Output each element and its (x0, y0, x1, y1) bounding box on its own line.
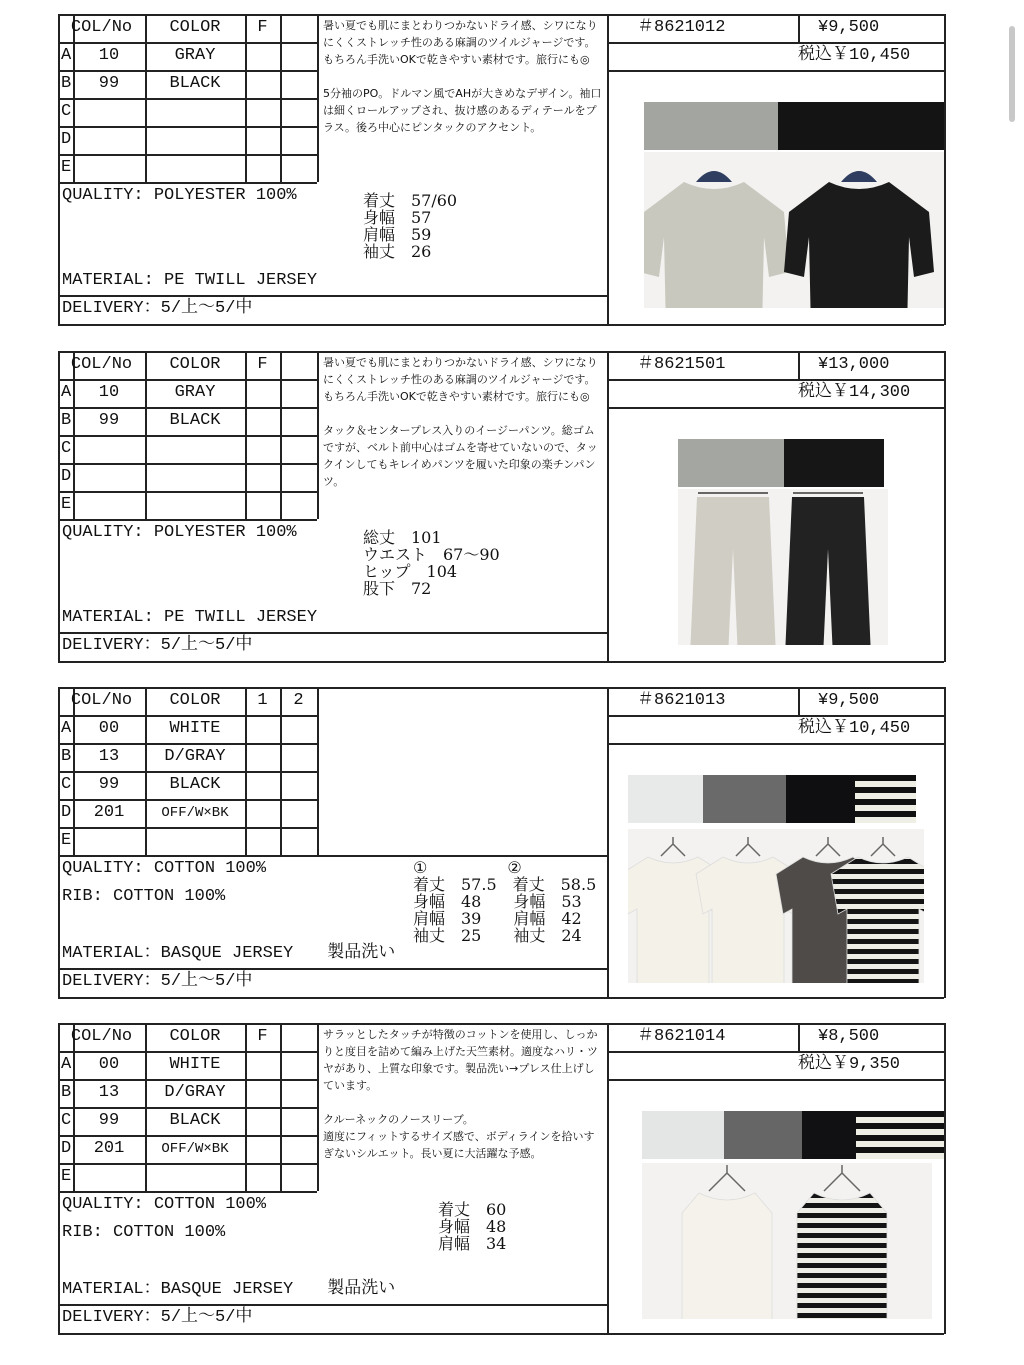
color-swatch (855, 775, 916, 823)
product-code: ＃8621501 (637, 355, 726, 374)
color-swatch (778, 102, 944, 150)
color-letter: E (61, 831, 72, 850)
color-letter: A (61, 719, 72, 738)
size-line: ウエスト 67～90 (363, 545, 500, 564)
color-swatch (786, 775, 855, 823)
color-number: 201 (93, 803, 125, 822)
grid-line (607, 407, 944, 409)
color-name: D/GRAY (164, 1083, 226, 1102)
grid-line (280, 1023, 282, 1191)
grid-line (58, 687, 60, 998)
grid-line (607, 14, 609, 325)
color-name: BLACK (169, 74, 221, 93)
grid-line (58, 98, 317, 100)
tax-price: 税込￥10,450 (798, 46, 911, 65)
color-header: COLOR (169, 355, 221, 374)
size-line: 着丈 57/60 (363, 191, 458, 210)
product-price: ¥8,500 (818, 1027, 880, 1046)
product-block (58, 1023, 944, 1333)
grid-line (944, 687, 946, 998)
delivery-text: DELIVERY：5/上～5/中 (62, 299, 253, 318)
grid-line (58, 661, 944, 663)
size-line: 袖丈 25 袖丈 24 (413, 926, 582, 945)
color-number: 99 (98, 1111, 120, 1130)
col-no-header: COL/No (70, 18, 133, 37)
color-header: COLOR (169, 1027, 221, 1046)
grid-line (317, 14, 319, 182)
grid-line (317, 1023, 319, 1191)
product-code: ＃8621012 (637, 18, 726, 37)
color-letter: D (61, 467, 72, 486)
grid-line (58, 14, 60, 325)
color-number: 10 (98, 383, 120, 402)
color-swatch (784, 439, 884, 487)
col-no-header: COL/No (70, 355, 133, 374)
size-line: 肩幅 39 肩幅 42 (413, 909, 582, 928)
grid-line (58, 491, 317, 493)
grid-line (280, 351, 282, 519)
size-line: 着丈 57.5 着丈 58.5 (413, 875, 597, 894)
grid-line (58, 1163, 317, 1165)
color-swatch (644, 102, 778, 150)
color-number: 13 (98, 1083, 120, 1102)
color-swatch (724, 1111, 802, 1159)
product-code: ＃8621014 (637, 1027, 726, 1046)
grid-line (944, 351, 946, 662)
color-number: 99 (98, 775, 120, 794)
material-text: MATERIAL：BASQUE JERSEY 製品洗い (62, 944, 396, 963)
color-name: D/GRAY (164, 747, 226, 766)
color-letter: B (61, 411, 72, 430)
material-text: MATERIAL：BASQUE JERSEY 製品洗い (62, 1280, 396, 1299)
color-letter: A (61, 383, 72, 402)
quality-text: RIB: COTTON 100% (62, 887, 226, 906)
product-code: ＃8621013 (637, 691, 726, 710)
size-line: 着丈 60 (438, 1200, 507, 1219)
product-block (58, 351, 944, 661)
grid-line (280, 14, 282, 182)
size-spec (363, 529, 500, 597)
color-swatch (856, 1111, 944, 1159)
color-swatch (678, 439, 784, 487)
color-name: GRAY (174, 46, 216, 65)
size-header: 2 (293, 691, 304, 710)
color-letter: B (61, 747, 72, 766)
size-line: 身幅 48 身幅 53 (413, 892, 582, 911)
grid-line (58, 154, 317, 156)
product-photo (642, 1163, 932, 1319)
color-letter: D (61, 130, 72, 149)
size-line: 股下 72 (363, 579, 432, 598)
color-number: 99 (98, 411, 120, 430)
size-line: 総丈 101 (363, 528, 442, 547)
color-number: 201 (93, 1139, 125, 1158)
product-block (58, 687, 944, 997)
color-swatch (802, 1111, 856, 1159)
color-number: 99 (98, 74, 120, 93)
size-spec (438, 1201, 506, 1252)
color-letter: B (61, 1083, 72, 1102)
grid-line (58, 997, 944, 999)
grid-line (58, 1023, 60, 1334)
grid-line (58, 827, 317, 829)
color-letter: B (61, 74, 72, 93)
color-letter: C (61, 1111, 72, 1130)
product-price: ¥9,500 (818, 691, 880, 710)
color-letter: E (61, 158, 72, 177)
scrollbar[interactable] (1009, 26, 1015, 122)
grid-line (607, 743, 944, 745)
product-description: サラッとしたタッチが特徴のコットンを使用し、しっかりと度目を詰めて編み上げた天竺素材。適度なハリ・ツヤがあり、上質な印象です。製品洗い→プレス仕上げしています。 クルーネックのノースリーブ。 適度にフィットするサイズ感で、ボディラインを拾いすぎないシルエット。長い夏に大活躍な予感。 (323, 1028, 598, 1160)
product-description: 暑い夏でも肌にまとわりつかないドライ感、シワになりにくくストレッチ性のある麻調のツイルジャージです。もちろん手洗いOKで乾きやすい素材です。旅行にも◎ タック＆センタープレス入りのイージーパンツ。総ゴムですが、ベルト前中心はゴムを寄せていないので、タックインしてもキレイめパンツを履いた印象の楽チンパンツ。 (323, 356, 598, 488)
grid-line (607, 687, 609, 998)
size-line: ① ② (413, 858, 522, 877)
quality-text: QUALITY: COTTON 100% (62, 859, 267, 878)
size-header: F (257, 18, 268, 37)
color-letter: C (61, 439, 72, 458)
delivery-text: DELIVERY：5/上～5/中 (62, 972, 253, 991)
grid-line (607, 1023, 609, 1334)
quality-text: QUALITY: COTTON 100% (62, 1195, 267, 1214)
col-no-header: COL/No (70, 1027, 133, 1046)
size-line: ヒップ 104 (363, 562, 458, 581)
tax-price: 税込￥9,350 (798, 1055, 901, 1074)
color-name: GRAY (174, 383, 216, 402)
product-photo (628, 829, 924, 983)
size-line: 身幅 57 (363, 208, 432, 227)
product-price: ¥9,500 (818, 18, 880, 37)
quality-text: QUALITY: POLYESTER 100% (62, 186, 297, 205)
color-number: 00 (98, 719, 120, 738)
color-letter: A (61, 46, 72, 65)
col-no-header: COL/No (70, 691, 133, 710)
delivery-text: DELIVERY：5/上～5/中 (62, 636, 253, 655)
color-letter: C (61, 775, 72, 794)
product-photo (644, 152, 944, 308)
grid-line (317, 351, 319, 519)
material-text: MATERIAL: PE TWILL JERSEY (62, 608, 318, 627)
size-header: F (257, 1027, 268, 1046)
grid-line (58, 1333, 944, 1335)
color-swatch (628, 775, 703, 823)
color-letter: C (61, 102, 72, 121)
color-name: OFF/W×BK (161, 805, 229, 821)
color-letter: E (61, 1167, 72, 1186)
color-swatch (642, 1111, 724, 1159)
color-letter: D (61, 1139, 72, 1158)
product-price: ¥13,000 (818, 355, 890, 374)
size-line: 肩幅 34 (438, 1234, 507, 1253)
grid-line (58, 351, 60, 662)
color-name: OFF/W×BK (161, 1141, 229, 1157)
color-name: BLACK (169, 411, 221, 430)
tax-price: 税込￥10,450 (798, 719, 911, 738)
color-number: 13 (98, 747, 120, 766)
grid-line (944, 14, 946, 325)
quality-text: QUALITY: POLYESTER 100% (62, 523, 297, 542)
grid-line (58, 126, 317, 128)
color-letter: D (61, 803, 72, 822)
color-letter: E (61, 495, 72, 514)
product-photo (678, 489, 888, 645)
color-name: WHITE (169, 1055, 221, 1074)
color-swatch (703, 775, 786, 823)
quality-text: RIB: COTTON 100% (62, 1223, 226, 1242)
grid-line (58, 435, 317, 437)
product-block (58, 14, 944, 324)
grid-line (607, 351, 609, 662)
size-spec (363, 192, 457, 260)
delivery-text: DELIVERY：5/上～5/中 (62, 1308, 253, 1327)
color-header: COLOR (169, 18, 221, 37)
color-number: 00 (98, 1055, 120, 1074)
color-name: BLACK (169, 775, 221, 794)
color-header: COLOR (169, 691, 221, 710)
color-letter: A (61, 1055, 72, 1074)
size-header: F (257, 355, 268, 374)
material-text: MATERIAL: PE TWILL JERSEY (62, 271, 318, 290)
grid-line (944, 1023, 946, 1334)
color-name: BLACK (169, 1111, 221, 1130)
color-number: 10 (98, 46, 120, 65)
grid-line (58, 324, 944, 326)
product-description: 暑い夏でも肌にまとわりつかないドライ感、シワになりにくくストレッチ性のある麻調のツイルジャージです。もちろん手洗いOKで乾きやすい素材です。旅行にも◎ 5分袖のPO。ドルマン風でAHが大きめなデザイン。袖口は細くロールアップされ、抜け感のあるディテールをプラス。後ろ中心にピンタックのアクセント。 (323, 19, 602, 134)
size-line: 身幅 48 (438, 1217, 507, 1236)
grid-line (317, 687, 319, 855)
size-line: 袖丈 26 (363, 242, 432, 261)
grid-line (607, 1079, 944, 1081)
tax-price: 税込￥14,300 (798, 383, 911, 402)
grid-line (607, 70, 944, 72)
color-name: WHITE (169, 719, 221, 738)
size-spec (413, 859, 596, 944)
size-line: 肩幅 59 (363, 225, 432, 244)
size-header: 1 (257, 691, 268, 710)
grid-line (58, 463, 317, 465)
